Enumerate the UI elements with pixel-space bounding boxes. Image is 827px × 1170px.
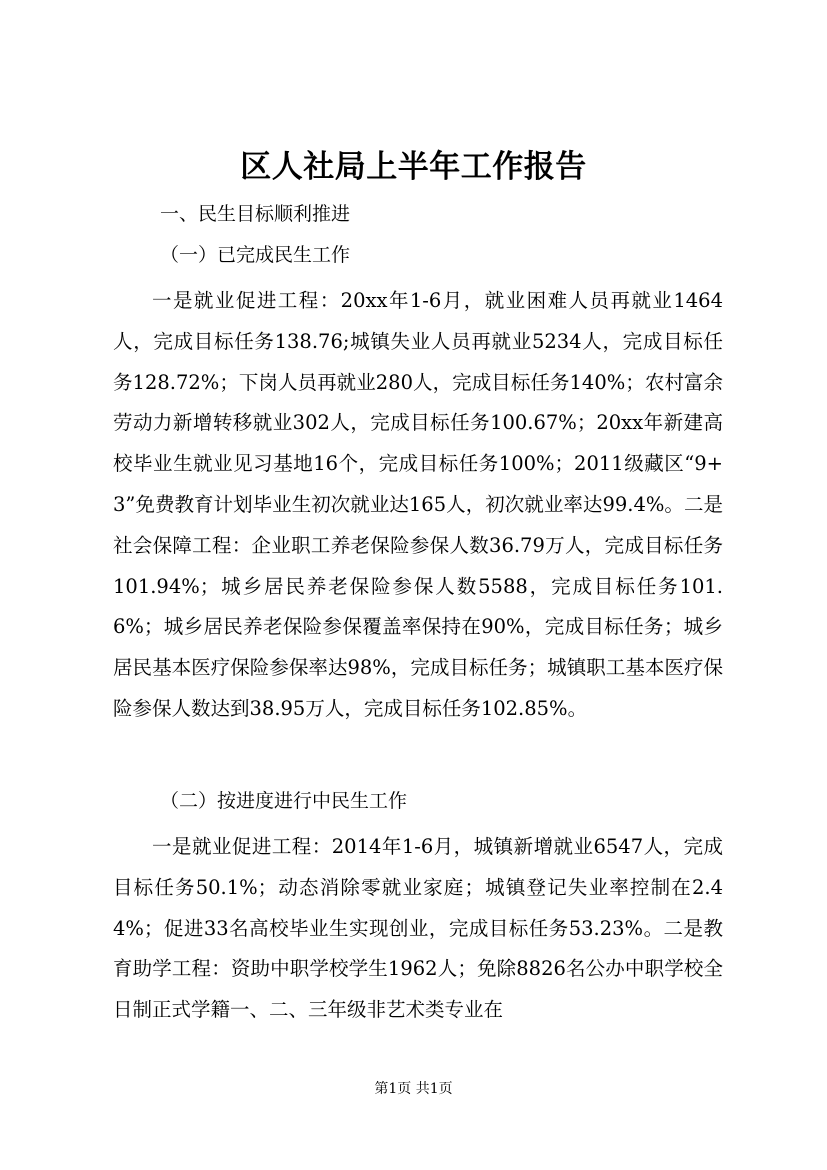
subsection-heading-in-progress: （二）按进度进行中民生工作 (160, 790, 408, 812)
paragraph-completed-work: 一是就业促进工程：20xx年1-6月，就业困难人员再就业1464人，完成目标任务138.76;城镇失业人员再就业5234人，完成目标任务128.72%；下岗人员再就业280人，完成目标任务140%；农村富余劳动力新增转移就业302人，完成目标任务100.67%；20xx年新建高校毕业生就业见习基地16个，完成目标任务100%；2011级藏区“9+3”免费教育计划毕业生初次就业达165人，初次就业率达99.4%。二是社会保障工程：企业职工养老保险参保人数36.79万人，完成目标任务101.94%；城乡居民养老保险参保人数5588，完成目标任务101.6%；城乡居民养老保险参保覆盖率保持在90%，完成目标任务；城乡居民基本医疗保险参保率达98%，完成目标任务；城镇职工基本医疗保险参保人数达到38.95万人，完成目标任务102.85%。 (113, 289, 723, 720)
page-footer: 第1页 共1页 (374, 1081, 453, 1097)
document-title: 区人社局上半年工作报告 (240, 149, 587, 185)
subsection-heading-completed: （一）已完成民生工作 (160, 244, 351, 266)
section-heading: 一、民生目标顺利推进 (160, 203, 351, 225)
paragraph-in-progress-work: 一是就业促进工程：2014年1-6月，城镇新增就业6547人，完成目标任务50.1%；动态消除零就业家庭；城镇登记失业率控制在2.44%；促进33名高校毕业生实现创业，完成目标任务53.23%。二是教育助学工程：资助中职学校学生1962人；免除8826名公办中职学校全日制正式学籍一、二、三年级非艺术类专业在 (113, 835, 723, 1022)
